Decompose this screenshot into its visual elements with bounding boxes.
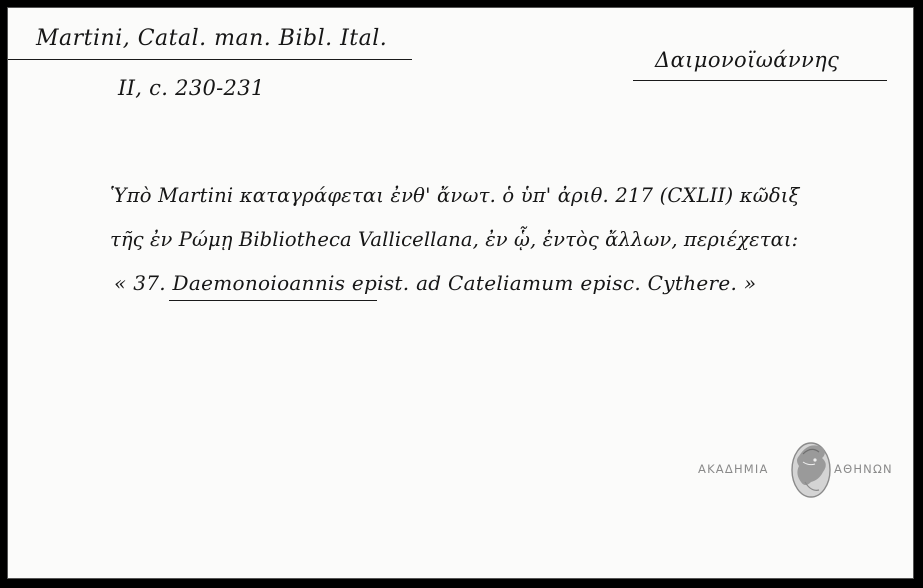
- entry-underline: [169, 300, 377, 301]
- source-underline: [8, 59, 412, 60]
- body-line-1: Ὑπὸ Martini καταγράφεται ἐνθ' ἄνωτ. ὁ ὑπ' ἀριθ. 217 (CXLII) κῶδιξ: [110, 184, 800, 207]
- heading-name: Δαιμονοϊωάννης: [655, 48, 840, 72]
- athena-head-seal-icon: [789, 436, 833, 500]
- source-reference: Martini, Catal. man. Bibl. Ital.: [36, 26, 388, 51]
- stamp-right-text: ΑΘΗΝΩΝ: [834, 462, 893, 476]
- index-card: [7, 7, 914, 579]
- stamp-left-text: ΑΚΑΔΗΜΙΑ: [698, 462, 769, 476]
- body-line-3: « 37. Daemonoioannis epist. ad Cateliamum episc. Cythere. »: [114, 271, 757, 295]
- volume-reference: II, c. 230-231: [118, 76, 265, 100]
- heading-underline: [633, 80, 887, 81]
- academy-stamp: [692, 436, 922, 502]
- body-line-2: τῆς ἐν Ρώμῃ Bibliotheca Vallicellana, ἐν ᾧ, ἐντὸς ἄλλων, περιέχεται:: [110, 228, 799, 251]
